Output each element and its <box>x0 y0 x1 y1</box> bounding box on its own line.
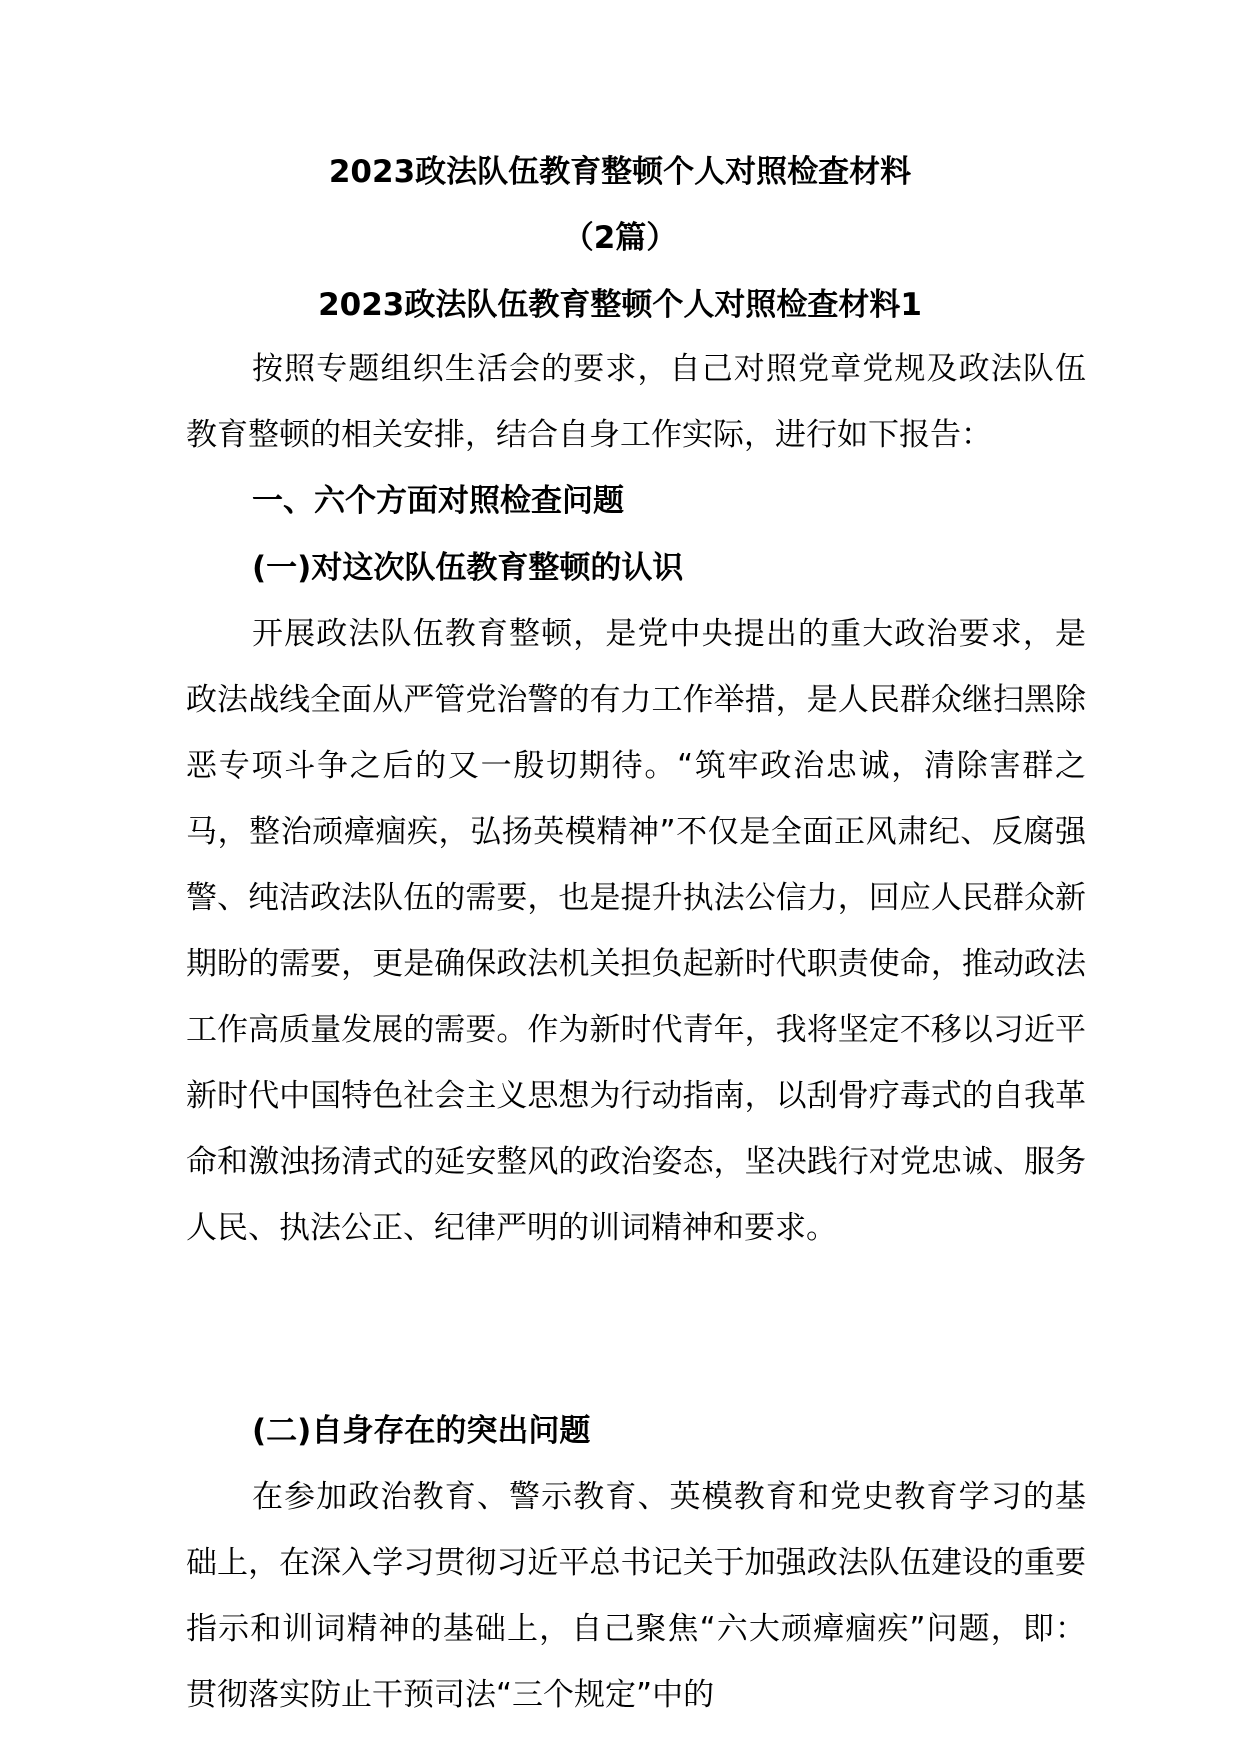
intro-paragraph: 按照专题组织生活会的要求，自己对照党章党规及政法队伍教育整顿的相关安排，结合自身工作实际，进行如下报告： <box>186 351 1086 453</box>
document-title: 2023政法队伍教育整顿个人对照检查材料 <box>328 154 912 190</box>
subsection-2-heading-block <box>186 1398 1086 1464</box>
body-paragraph: 在参加政治教育、警示教育、英模教育和党史教育学习的基础上，在深入学习贯彻习近平总书记关于加强政法队伍建设的重要指示和训词精神的基础上，自己聚焦“六大顽瘴痼疾”问题，即：贯彻落实防止干预司法“三个规定”中的 <box>186 1479 1086 1713</box>
document-title-count: （2篇） <box>562 220 678 256</box>
subsection-heading: (二)自身存在的突出问题 <box>252 1413 591 1449</box>
article-title: 2023政法队伍教育整顿个人对照检查材料1 <box>318 287 922 323</box>
subsection-2 <box>186 1464 1086 1728</box>
subsection-1 <box>186 535 1086 1261</box>
body-paragraph: 开展政法队伍教育整顿，是党中央提出的重大政治要求，是政法战线全面从严管党治警的有力工作举措，是人民群众继扫黑除恶专项斗争之后的又一殷切期待。“筑牢政治忠诚，清除害群之马，整治顽瘴痼疾，弘扬英模精神”不仅是全面正风肃纪、反腐强警、纯洁政法队伍的需要，也是提升执法公信力，回应人民群众新期盼的需要，更是确保政法机关担负起新时代职责使命，推动政法工作高质量发展的需要。作为新时代青年，我将坚定不移以习近平新时代中国特色社会主义思想为行动指南，以刮骨疗毒式的自我革命和激浊扬清式的延安整风的政治姿态，坚决践行对党忠诚、服务人民、执法公正、纪律严明的训词精神和要求。 <box>186 616 1086 1246</box>
subsection-heading: (一)对这次队伍教育整顿的认识 <box>252 550 684 586</box>
section-heading: 一、六个方面对照检查问题 <box>252 483 624 519</box>
intro-section <box>186 336 1086 534</box>
